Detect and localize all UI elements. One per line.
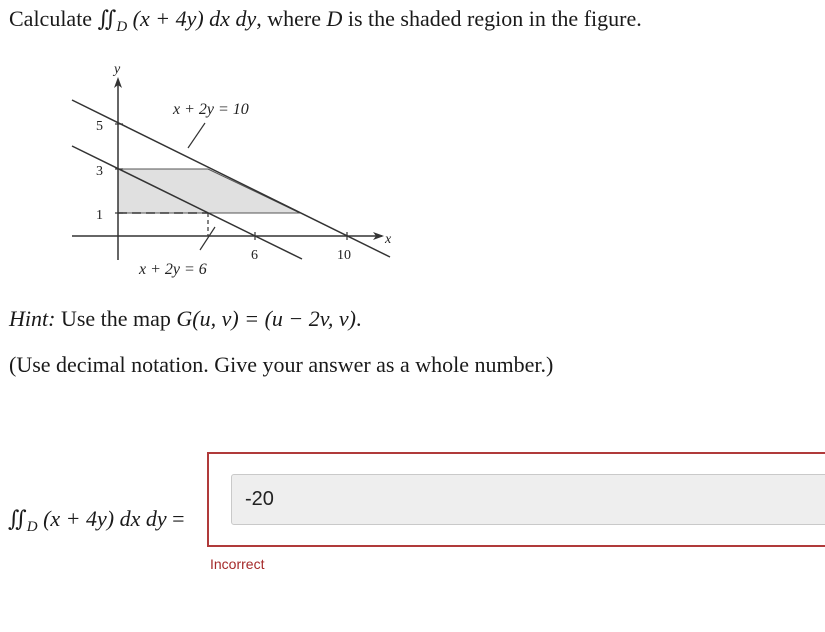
- question-middle: , where: [256, 6, 327, 31]
- y-tick-label-1: 1: [96, 208, 103, 223]
- hint-text-after: .: [355, 306, 362, 331]
- answer-container: [207, 452, 825, 547]
- answer-label: [8, 503, 185, 538]
- y-tick-label-3: 3: [96, 164, 103, 179]
- y-axis-label: y: [114, 62, 121, 77]
- question-text: [9, 3, 642, 38]
- region-figure: [60, 60, 400, 285]
- answer-region-subscript: D: [26, 519, 38, 535]
- shaded-region-d: [118, 169, 300, 213]
- lower-line-label: x + 2y = 6: [139, 261, 207, 278]
- instruction-text: (Use decimal notation. Give your answer as a whole number.): [9, 352, 554, 377]
- answer-input[interactable]: -20: [231, 474, 825, 525]
- double-integral-symbol: ∬: [97, 6, 117, 31]
- y-tick-label-5: 5: [96, 119, 103, 134]
- answer-integrand: (x + 4y) dx dy: [37, 506, 167, 531]
- hint-text: [9, 303, 361, 335]
- hint-map-expression: G(u, v) = (u − 2v, v): [176, 306, 356, 331]
- region-subscript: D: [116, 19, 128, 35]
- hint-lead: Hint:: [9, 306, 56, 331]
- answer-status: Incorrect: [210, 556, 265, 572]
- upper-line-label: x + 2y = 10: [173, 101, 249, 118]
- x-tick-label-10: 10: [337, 248, 351, 263]
- region-name: D: [326, 6, 343, 31]
- x-axis-label: x: [385, 232, 392, 247]
- question-prefix: Calculate: [9, 6, 98, 31]
- integrand-expression: (x + 4y) dx dy: [127, 6, 257, 31]
- x-tick-label-6: 6: [251, 248, 258, 263]
- upper-label-leader: [188, 123, 205, 148]
- hint-text-before: Use the map: [55, 306, 177, 331]
- question-suffix: is the shaded region in the figure.: [342, 6, 642, 31]
- answer-integral-symbol: ∬: [8, 506, 27, 531]
- answer-equals: =: [166, 506, 185, 531]
